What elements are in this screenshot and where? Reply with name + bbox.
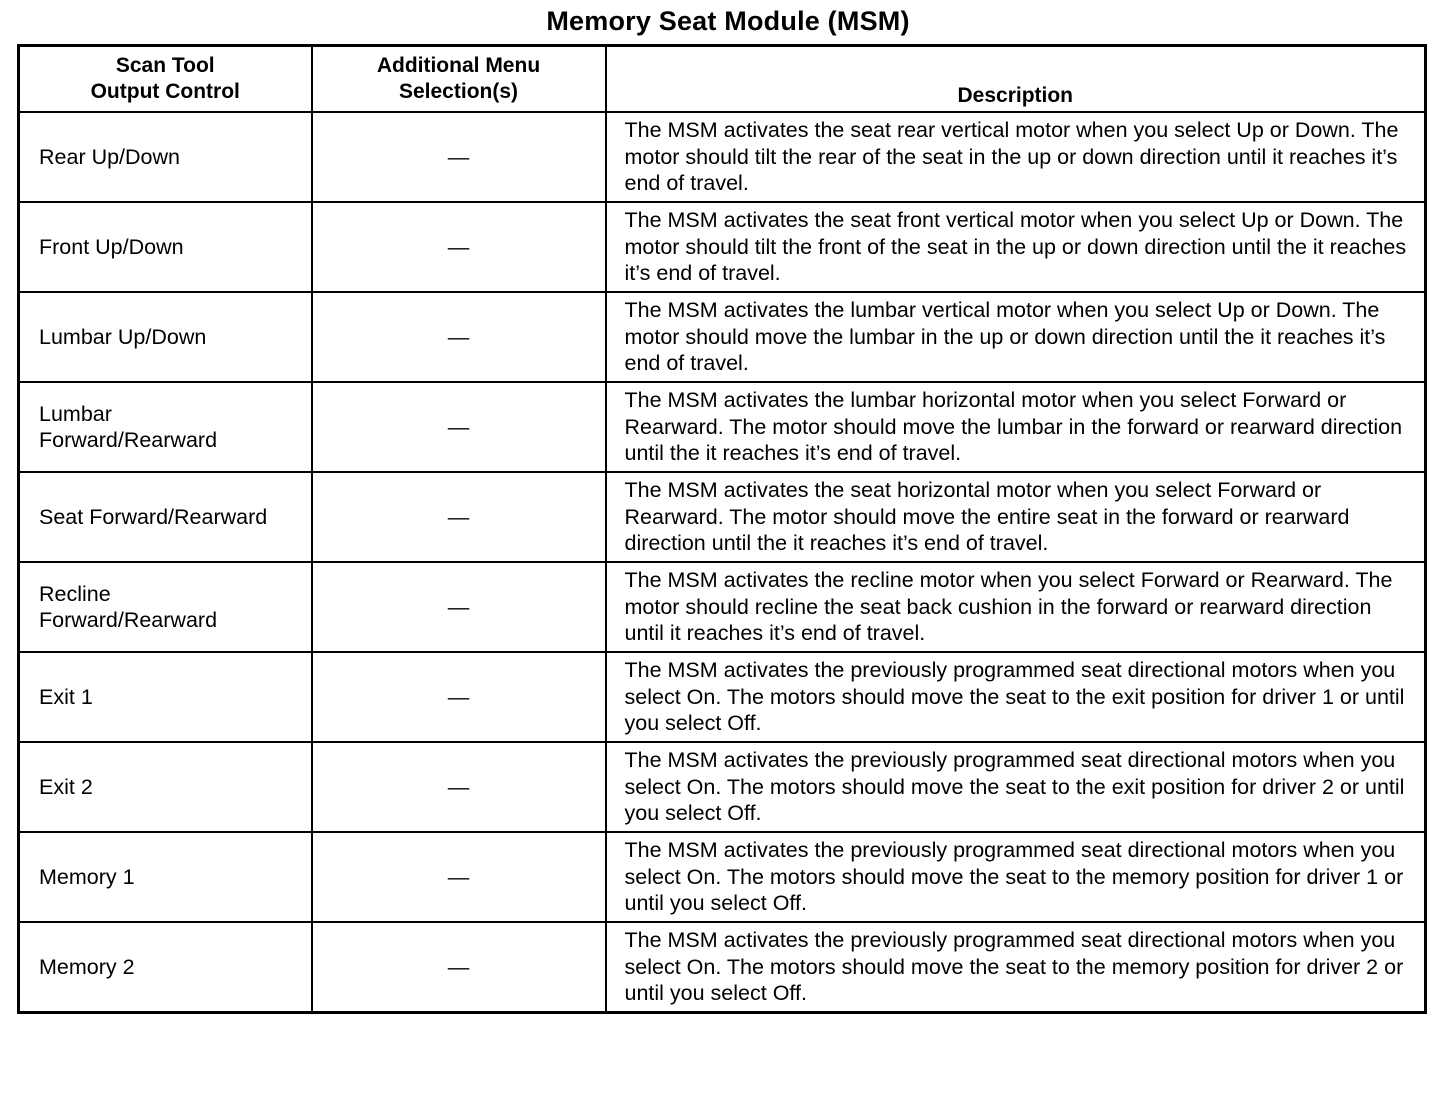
output-control-cell: Front Up/Down [19, 202, 312, 292]
table-row [19, 112, 1426, 202]
description-cell: The MSM activates the lumbar horizontal motor when you select Forward or Rearward. The motor should move the lumbar in the forward or rearward direction until the it reaches it’s end of travel. [606, 382, 1426, 472]
header-description: Description [606, 46, 1426, 113]
menu-selection-cell: — [312, 382, 606, 472]
page-title: Memory Seat Module (MSM) [546, 6, 910, 36]
table-row [19, 652, 1426, 742]
output-control-cell: Memory 1 [19, 832, 312, 922]
table-row [19, 292, 1426, 382]
output-control-cell: Exit 1 [19, 652, 312, 742]
table-row [19, 832, 1426, 922]
description-cell: The MSM activates the previously programmed seat directional motors when you select On. The motors should move the seat to the memory position for driver 2 or until you select Off. [606, 922, 1426, 1013]
output-control-cell: Seat Forward/Rearward [19, 472, 312, 562]
menu-selection-cell: — [312, 832, 606, 922]
menu-selection-cell: — [312, 652, 606, 742]
description-cell: The MSM activates the seat rear vertical motor when you select Up or Down. The motor should tilt the rear of the seat in the up or down direction until it reaches it’s end of travel. [606, 112, 1426, 202]
output-control-cell: Exit 2 [19, 742, 312, 832]
menu-selection-cell: — [312, 742, 606, 832]
header-additional-menu-selections: Additional Menu Selection(s) [312, 46, 606, 113]
table-row [19, 202, 1426, 292]
table-row [19, 472, 1426, 562]
menu-selection-cell: — [312, 292, 606, 382]
description-cell: The MSM activates the previously programmed seat directional motors when you select On. The motors should move the seat to the exit position for driver 2 or until you select Off. [606, 742, 1426, 832]
table-row [19, 382, 1426, 472]
description-cell: The MSM activates the seat horizontal motor when you select Forward or Rearward. The motor should move the entire seat in the forward or rearward direction until the it reaches it’s end of travel. [606, 472, 1426, 562]
output-control-cell: Memory 2 [19, 922, 312, 1013]
table-header-row [19, 46, 1426, 113]
menu-selection-cell: — [312, 562, 606, 652]
msm-output-control-table [17, 44, 1427, 1014]
menu-selection-cell: — [312, 472, 606, 562]
description-cell: The MSM activates the seat front vertical motor when you select Up or Down. The motor should tilt the front of the seat in the up or down direction until the it reaches it’s end of travel. [606, 202, 1426, 292]
menu-selection-cell: — [312, 112, 606, 202]
output-control-cell: Rear Up/Down [19, 112, 312, 202]
output-control-cell: Lumbar Up/Down [19, 292, 312, 382]
table-row [19, 562, 1426, 652]
table-row [19, 742, 1426, 832]
output-control-cell: Lumbar Forward/Rearward [19, 382, 312, 472]
description-cell: The MSM activates the lumbar vertical motor when you select Up or Down. The motor should move the lumbar in the up or down direction until the it reaches it’s end of travel. [606, 292, 1426, 382]
description-cell: The MSM activates the recline motor when you select Forward or Rearward. The motor should recline the seat back cushion in the forward or rearward direction until it reaches it’s end of travel. [606, 562, 1426, 652]
header-scan-tool-output-control: Scan Tool Output Control [19, 46, 312, 113]
menu-selection-cell: — [312, 202, 606, 292]
description-cell: The MSM activates the previously programmed seat directional motors when you select On. The motors should move the seat to the exit position for driver 1 or until you select Off. [606, 652, 1426, 742]
output-control-cell: Recline Forward/Rearward [19, 562, 312, 652]
menu-selection-cell: — [312, 922, 606, 1013]
description-cell: The MSM activates the previously programmed seat directional motors when you select On. The motors should move the seat to the memory position for driver 1 or until you select Off. [606, 832, 1426, 922]
table-row [19, 922, 1426, 1013]
